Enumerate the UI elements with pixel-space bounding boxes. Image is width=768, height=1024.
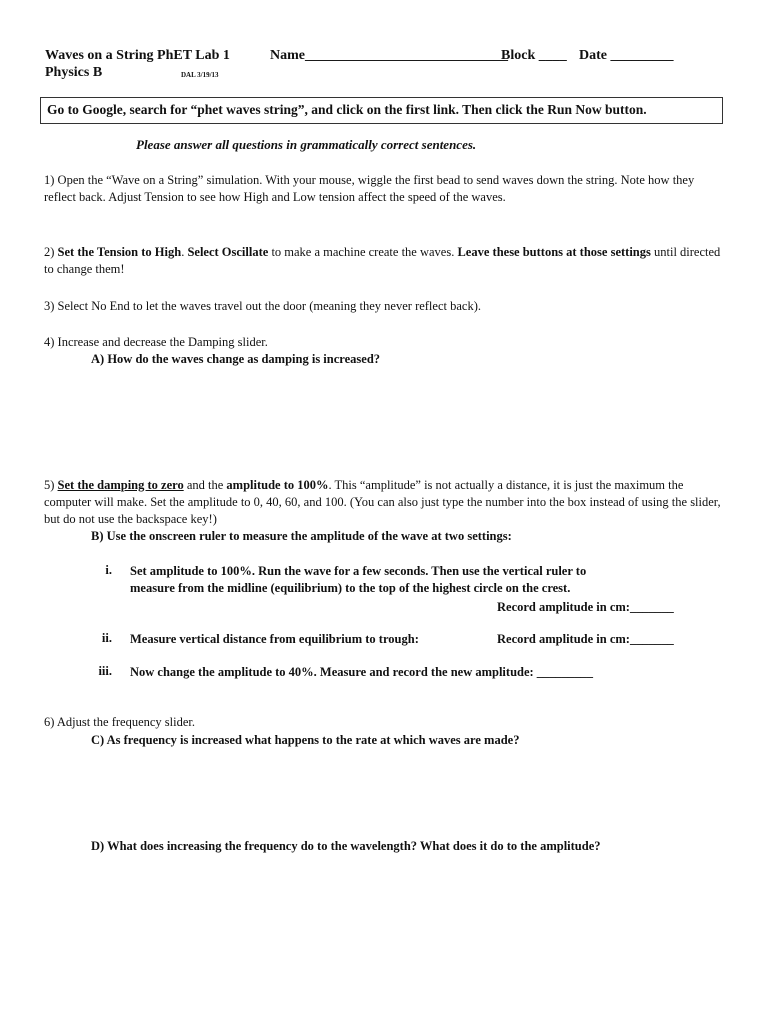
question-6c: C) As frequency is increased what happens to the rate at which waves are made? <box>91 733 520 747</box>
q2-tension: Set the Tension to High <box>57 245 182 259</box>
question-6: 6) Adjust the frequency slider. <box>44 715 196 729</box>
q5-text-1: and the <box>183 478 227 492</box>
item-i-number: i. <box>105 563 112 577</box>
doc-code: DAL 3/19/13 <box>181 71 219 79</box>
item-i-line1: Set amplitude to 100%. Run the wave for a few seconds. Then use the vertical ruler to <box>130 564 587 578</box>
name-field: Name_____________________________ <box>270 48 508 63</box>
question-3: 3) Select No End to let the waves travel out the door (meaning they never reflect back). <box>44 299 481 313</box>
worksheet-title: Waves on a String PhET Lab 1 <box>45 48 230 63</box>
answer-note: Please answer all questions in grammatically correct sentences. <box>136 137 477 152</box>
q2-oscillate: Select Oscillate <box>187 245 269 259</box>
question-5b: B) Use the onscreen ruler to measure the amplitude of the wave at two settings: <box>91 529 512 543</box>
instruction-box <box>40 97 723 124</box>
q2-text-1: . <box>181 245 188 259</box>
block-field: Block ____ <box>501 48 567 63</box>
course-name: Physics B <box>45 65 103 80</box>
q5-text-2: . This “amplitude” is not actually a distance, it is just the maximum the computer will make. Set the amplitude to 0, 40, 60, and 100. (You can also just type the number into the box instead of using the slider, but do not use the backspace key!) <box>44 478 721 526</box>
q2-text-2: to make a machine create the waves. <box>268 245 458 259</box>
item-iii-number: iii. <box>98 664 112 678</box>
question-4a: A) How do the waves change as damping is increased? <box>91 352 381 366</box>
item-iii-text: Now change the amplitude to 40%. Measure and record the new amplitude: _________ <box>130 665 594 679</box>
question-1: 1) Open the “Wave on a String” simulation. With your mouse, wiggle the first bead to send waves down the string. Note how they reflect back. Adjust Tension to see how High and Low tension affect the speed of the waves. <box>44 173 695 204</box>
item-ii-record: Record amplitude in cm:_______ <box>497 632 674 646</box>
q2-number: 2) <box>44 245 58 259</box>
question-4: 4) Increase and decrease the Damping slider. <box>44 335 268 349</box>
date-field: Date _________ <box>579 48 674 63</box>
instruction-text: Go to Google, search for “phet waves string”, and click on the first link. Then click the Run Now button. <box>47 102 647 117</box>
question-5 <box>44 477 728 528</box>
q5-damping: Set the damping to zero <box>57 478 184 492</box>
q5-number: 5) <box>44 478 58 492</box>
question-2 <box>44 244 728 278</box>
question-6d: D) What does increasing the frequency do to the wavelength? What does it do to the amplitude? <box>91 839 601 853</box>
q2-leave: Leave these buttons at those settings <box>457 245 651 259</box>
q5-amplitude: amplitude to 100% <box>226 478 329 492</box>
item-i-line2: measure from the midline (equilibrium) to the top of the highest circle on the crest. <box>130 581 571 595</box>
item-i-record: Record amplitude in cm:_______ <box>497 600 674 614</box>
item-ii-number: ii. <box>101 631 112 645</box>
item-ii-text: Measure vertical distance from equilibrium to trough: <box>130 632 419 646</box>
q2-text-3: until directed to change them! <box>44 245 721 276</box>
